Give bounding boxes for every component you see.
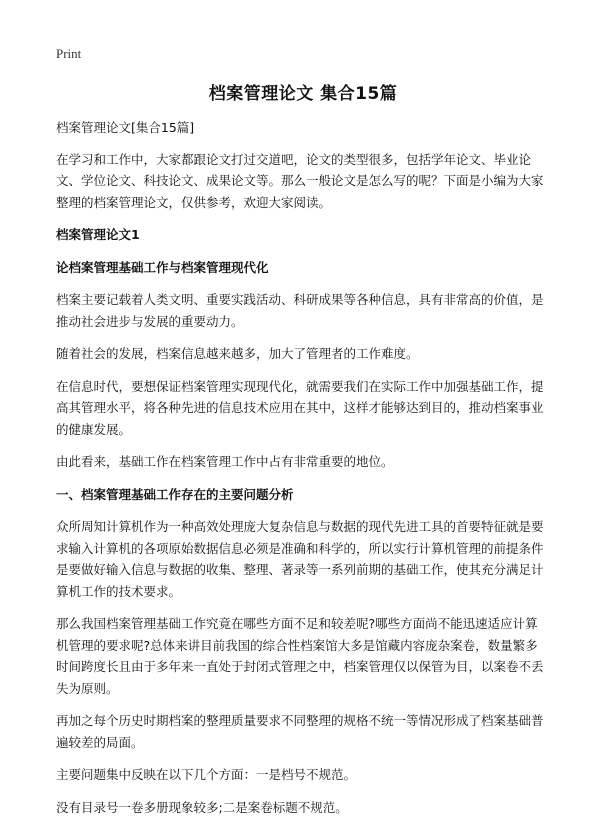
body-paragraph: 众所周知计算机作为一种高效处理庞大复杂信息与数据的现代先进工具的首要特征就是要求输入计算机的各项原始数据信息必须是准确和科学的，所以实行计算机管理的前提条件是要做好输入信息与数据的收集、整理、著录等一系列前期的基础工作，使其充分满足计算机工作的技术要求。 <box>56 519 544 599</box>
subheading: 一、档案管理基础工作存在的主要问题分析 <box>56 486 294 502</box>
body-paragraph: 主要问题集中反映在以下几个方面：一是档号不规范。 <box>56 767 357 782</box>
print-link[interactable]: Print <box>56 46 82 61</box>
intro-paragraph: 在学习和工作中，大家都跟论文打过交道吧，论文的类型很多，包括学年论文、毕业论文、学位论文、科技论文、成果论文等。那么一般论文是怎么写的呢？下面是小编为大家整理的档案管理论文，仅供参考，欢迎大家阅读。 <box>56 151 544 210</box>
body-paragraph: 档案主要记载着人类文明、重要实践活动、科研成果等各种信息，具有非常高的价值，是推动社会进步与发展的重要动力。 <box>56 292 544 329</box>
document-body <box>56 117 550 829</box>
body-paragraph: 在信息时代，要想保证档案管理实现现代化，就需要我们在实际工作中加强基础工作，提高其管理水平，将各种先进的信息技术应用在其中，这样才能够达到目的，推动档案事业的健康发展。 <box>56 378 544 437</box>
body-paragraph: 没有目录号一卷多册现象较多;二是案卷标题不规范。 <box>56 799 348 815</box>
document-subtitle: 档案管理论文[集合15篇] <box>56 120 195 135</box>
section-heading: 档案管理论文1 <box>56 227 140 242</box>
article-title: 论档案管理基础工作与档案管理现代化 <box>56 259 269 275</box>
body-paragraph: 那么我国档案管理基础工作究竟在哪些方面不足和较差呢?哪些方面尚不能迅速适应计算机管理的要求呢?总体来讲目前我国的综合性档案馆大多是馆藏内容庞杂案卷，数量繁多时间跨度长且由于多年来一直处于封闭式管理之中，档案管理仅以保管为目，以案卷不丢失为原则。 <box>56 616 544 696</box>
body-paragraph: 随着社会的发展，档案信息越来越多，加大了管理者的工作难度。 <box>56 346 419 361</box>
body-paragraph: 再加之每个历史时期档案的整理质量要求不同整理的规格不统一等情况形成了档案基础普遍较差的局面。 <box>56 713 544 750</box>
body-paragraph: 由此看来，基础工作在档案管理工作中占有非常重要的地位。 <box>56 454 394 469</box>
page-title: 档案管理论文 集合15篇 <box>208 84 398 104</box>
